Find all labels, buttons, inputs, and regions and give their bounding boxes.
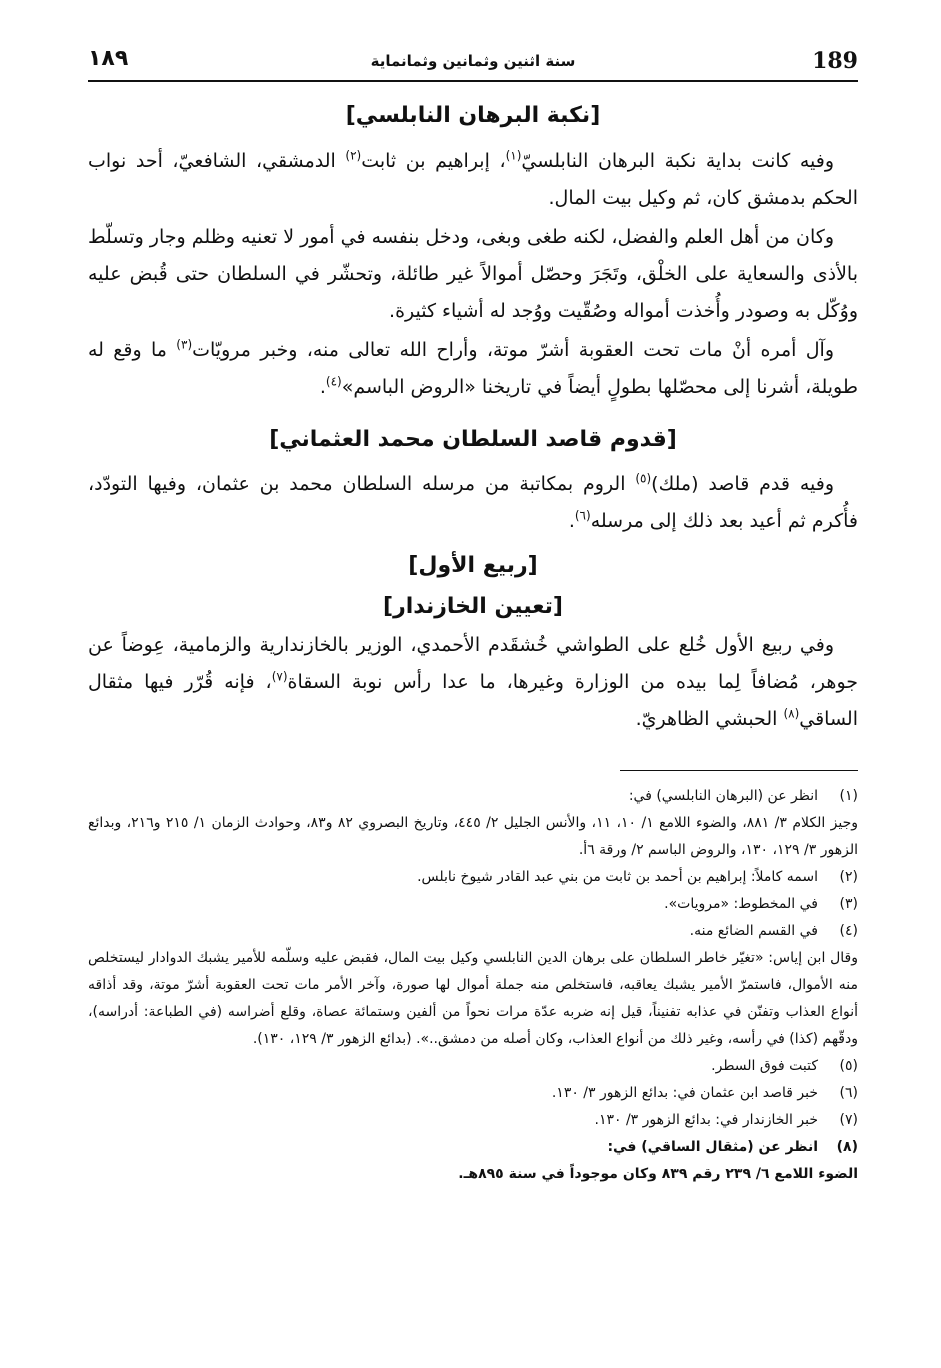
text-run: . [319, 375, 326, 398]
footnote-number: (٥) [839, 1058, 858, 1075]
footnote-ref: (٢) [345, 148, 362, 163]
page-number-arabic: ١٨٩ [88, 46, 129, 71]
footnote-text: اسمه كاملاً: إبراهيم بن أحمد بن ثابت من بني عبد القادر شيوخ نابلس. [417, 869, 818, 886]
footnote-2 [88, 864, 858, 891]
footnote-5 [88, 1053, 858, 1080]
footnote-7 [88, 1107, 858, 1134]
footnote-ref: (٧) [271, 670, 288, 685]
paragraph [88, 332, 858, 406]
text-run: وفي ربيع الأول خُلع على الطواشي خُشقَدم الأحمدي، الوزير بالخازندارية والزمامية، عِوضاً عن جوهر، مُضافاً لِما بيده من الوزارة وغيرها، ما عدا رأس نوبة السقاة [88, 634, 858, 694]
footnote-1-cont: وجيز الكلام ٣/ ٨٨١، والضوء اللامع ١/ ١٠، ١١، والأنس الجليل ٢/ ٤٤٥، وتاريخ البصروي ٨٢ و٨٣، وحوادث الزمان ١/ ٢١٥ و٢١٦، وبدائع الزهور ٣/ ١٢٩، ١٣٠، والروض الباسم ٢/ ورقة ٦أ. [88, 815, 858, 859]
text-run: الدمشقي، الشافعيّ، أحد نواب الحكم بدمشق كان، ثم وكيل بيت المال. [88, 149, 858, 209]
section-heading-ottoman-envoy: [قدوم قاصد السلطان محمد العثماني] [269, 426, 677, 452]
footnote-ref: (٨) [783, 707, 800, 722]
paragraph [88, 466, 858, 540]
footnote-ref: (٥) [635, 471, 652, 486]
footnote-number: (٨) [836, 1139, 858, 1156]
footnote-4-cont: وقال ابن إياس: «تغيّر خاطر السلطان على برهان الدين النابلسي وكيل بيت المال، فقبض عليه وسلّمه للأمير يشبك الدوادار ليستخلص منه الأموال، فاستمرّ الأمير يشبك يعاقبه، فاستخلص منه جملة أموال لها صورة، وآخر الأمر مات تحت العقوبة أشرّ موتة، وقد أذاقه أنواع العذاب وتفنّن في عذابه تفنيناً، قيل إنه ضربه عدّة مرات نحواً من ألفين وستمائة عصاة، وقلع أضراسه (في الطباعة: أدراسه)، ودقّهم (كذا) في رأسه، وغير ذلك من أنواع العذاب، وكان أصله من دمشق..». (بدائع الزهور ٣/ ١٢٩، ١٣٠). [88, 950, 858, 1048]
text-run: . [568, 510, 575, 533]
section-heading-rabi-al-awwal: [ربيع الأول] [408, 553, 538, 579]
footnotes [88, 783, 858, 1188]
paragraph [88, 143, 858, 217]
paragraph [88, 627, 858, 738]
footnote-6 [88, 1080, 858, 1107]
footnote-text: كتبت فوق السطر. [711, 1058, 818, 1075]
footnote-8-cont: الضوء اللامع ٦/ ٢٣٩ رقم ٨٣٩ وكان موجوداً في سنة ٨٩٥هـ. [458, 1166, 858, 1183]
footnote-ref: (٦) [574, 508, 591, 523]
text-run: الروم بمكاتبة من مرسله السلطان محمد بن عثمان، وفيها التودّد، فأُكرم ثم أعيد بعد ذلك إلى مرسله [88, 473, 858, 533]
footnote-number: (١) [839, 788, 858, 805]
footnote-text: انظر عن (البرهان النابلسي) في: [628, 788, 818, 805]
footnote-8 [88, 1134, 858, 1161]
footnote-ref: (٤) [325, 374, 342, 389]
book-page [88, 36, 858, 1188]
section-heading-treasurer: [تعيين الخازندار] [383, 593, 563, 619]
footnote-text: خبر الخازندار في: بدائع الزهور ٣/ ١٣٠. [594, 1112, 818, 1129]
footnote-text: انظر عن (مثقال الساقي) في: [607, 1139, 818, 1156]
running-header [88, 36, 858, 82]
footnote-number: (٤) [839, 923, 858, 940]
footnote-number: (٣) [839, 896, 858, 913]
text-run: الحبشي الظاهريّ. [635, 708, 784, 731]
text-run: ، إبراهيم بن ثابت [361, 149, 506, 172]
text-run: ، فإنه قُرّر فيها مثقال الساقي [88, 671, 858, 731]
section-heading-burhan: [نكبة البرهان النابلسي] [345, 103, 601, 128]
footnote-text: خبر قاصد ابن عثمان في: بدائع الزهور ٣/ ١٣٠. [551, 1085, 818, 1102]
text-run: وفيه كانت بداية نكبة البرهان النابلسيّ [521, 149, 835, 172]
footnote-number: (٢) [839, 869, 858, 886]
footnote-ref: (٣) [176, 337, 193, 352]
footnote-ref: (١) [505, 148, 522, 163]
text-run: ما وقع له طويلة، أشرنا إلى محصّلها بطولٍ أيضاً في تاريخنا «الروض الباسم» [88, 338, 858, 398]
footnote-1 [88, 783, 858, 810]
text-run: وآل أمره أنْ مات تحت العقوبة أشرّ موتة، وأراح الله تعالى منه، وخبر مرويّات [192, 338, 834, 361]
page-number-latin: 189 [812, 48, 858, 74]
footnote-number: (٧) [839, 1112, 858, 1129]
text-run: وفيه قدم قاصد (ملك) [651, 473, 834, 496]
footnote-text: في القسم الضائع منه. [689, 923, 818, 940]
paragraph: وكان من أهل العلم والفضل، لكنه طغى وبغى، ودخل بنفسه في أمور لا تعنيه وظلم وجار وتسلّط بالأذى والسعاية على الخلْق، وتَجَرَ وحصّل أموالاً غير طائلة، وتحشّر في السلطان حتى قُبض عليه ووُكّل به وصودر وأُخذت أمواله وصُقّيت ووُجد له أشياء كثيرة. [88, 225, 858, 322]
footnote-4 [88, 918, 858, 945]
footnote-divider [620, 770, 858, 771]
running-title: سنة اثنين وثمانين وثمانماية [370, 52, 576, 70]
footnote-number: (٦) [839, 1085, 858, 1102]
footnote-3 [88, 891, 858, 918]
footnote-text: في المخطوط: «مرويات». [664, 896, 818, 913]
